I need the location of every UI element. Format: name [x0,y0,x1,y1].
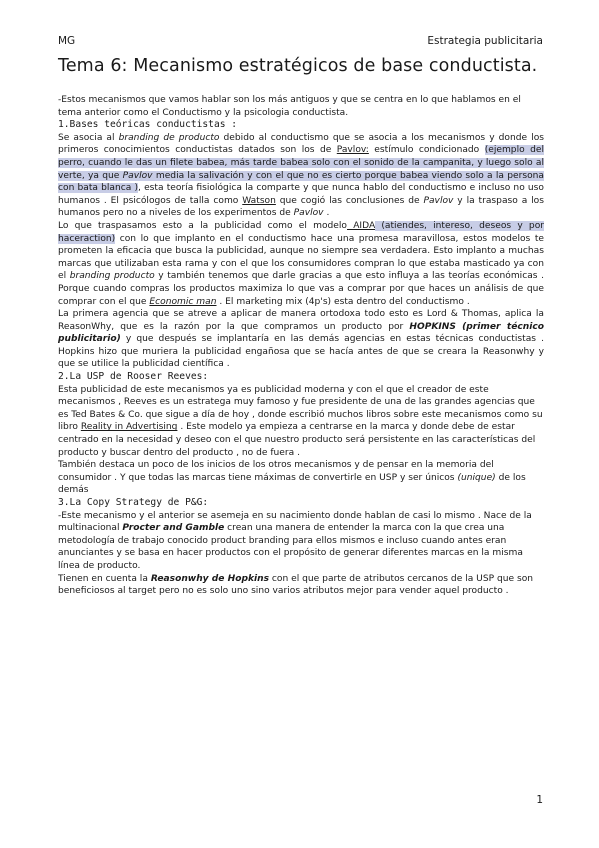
text-run: . Este modelo ya empieza a centrarse en la marca y donde debe de estar centrado en la necesidad y deseo con el que nuestro producto será persistente en las características del producto y buscar dentro del producto , no de fuera . [58,422,536,458]
paragraph-hopkins [58,308,544,371]
text-run-italic: Pavlov [122,170,153,181]
text-run: Esta publicidad de este mecanismos ya es publicidad moderna y con el que el creador de este mecanismos , Reeves es un estratega muy famoso y fue presidente de una de las grandes agencias que es Ted Bates & Co. que sigue a día de hoy , donde escribió muchos libros sobre este mecanismos como su libro [58,384,543,433]
intro-paragraph: -Estos mecanismos que vamos hablar son los más antiguos y que se centra en lo que hablamos en el tema anterior como el Conductismo y la psicologia conductista. [58,95,521,118]
section-heading-1: 1.Bases teóricas conductistas : [58,119,238,131]
text-run: estímulo condicionado [368,145,485,156]
text-run: y también tenemos que darle gracias a que esto influya a las teorías económicas . Porque cuando compras los productos maximiza lo que vas a comprar por que haces un análisis de que comprar con el que [58,271,544,307]
paragraph-memory [58,459,544,497]
text-run-underline: Pavlov: [336,145,369,156]
text-run: También destaca un poco de los inicios de los otros mecanismos y de pensar en la memoria del consumidor . Y que todas las marcas tiene máximas de convertirle en USP y ser únicos [58,460,494,483]
page-title: Tema 6: Mecanismo estratégicos de base conductista. [58,56,538,76]
text-run: que cogió las conclusiones de [275,195,424,206]
text-run-italic: branding de producto [118,132,220,143]
section-heading-3: 3.La Copy Strategy de P&G: [58,497,209,508]
text-run: Se asocia al [58,132,119,143]
section-heading-2: 2.La USP de Rooser Reeves: [58,371,209,383]
text-run: . El marketing mix (4p's) esta dentro del conductismo . [216,296,470,307]
text-run: La primera agencia que se atreve a aplicar de manera ortodoxa todo esto es Lord & Thomas, aplica la ReasonWhy, que es la razón por la que compramos un producto por [58,309,544,332]
text-run-bold-italic: HOPKINS [409,321,456,332]
text-run-italic: branding producto [69,271,155,282]
page-number: 1 [536,794,543,806]
text-run: y que después se implantaría en las demás agencias en estas técnicas conductistas . Hopkins hizo que muriera la publicidad engañosa que se hacía antes de que se creara la Reasonwhy y que se utilice la publicidad científica . [58,334,544,370]
text-run: con el que parte de atributos cercanos de la USP que son beneficiosos al target pero no es solo uno sino varios atributos mejor para vender aquel producto . [58,573,534,597]
paragraph-copy-strategy [58,510,544,573]
paragraph-pavlov [58,132,544,220]
text-run-underline: Watson [242,195,276,206]
text-run-bold-italic: Procter and Gamble [122,523,225,534]
text-run: debido al conductismo que se asocia a los mecanismos y donde los primeros conocimientos conductistas datados son los de [58,132,544,156]
text-run-bold-italic: Reasonwhy de Hopkins [150,573,270,584]
header-subject: Estrategia publicitaria [427,35,543,47]
document-body [58,94,544,598]
text-run: . [323,208,330,219]
text-run: de los demás [58,472,526,496]
text-run-italic: Pavlov [423,195,454,206]
text-run-italic-underline: Economic man [149,296,217,307]
text-run: con lo que implanto en el conductismo hace una promesa maravillosa, estos modelos te prometen la eficacia que busca la publicidad, aunque no siempre sea verdadera. Esto implanto a muchas marcas que utilizaban esta rama y con el que los consumidores compran lo que estaba masticado ya con el [58,233,544,282]
header-initials: MG [58,35,76,47]
text-run-underline: AIDA [347,220,376,231]
paragraph-usp [58,384,544,460]
text-run-underline: Reality in Advertising [80,422,178,433]
text-run-italic: (unique) [457,472,496,483]
text-run: crean una manera de entender la marca con la que crea una metodología de trabajo conocido product branding para ellos mismos e incluso cuando antes eran anunciantes y se basa en hacer productos con el propósito de generar diferentes marcas en la misma línea de producto. [58,523,523,571]
paragraph-reasonwhy [58,573,544,598]
text-run-italic: Pavlov [293,208,324,219]
text-run: Tienen en cuenta la [58,573,151,584]
text-run: , esta teoría fisiológica la comparte y que nunca hablo del conductismo e incluso no uso humanos . El psicólogos de talla como [58,183,544,206]
text-run: (ejemplo del perro, cuando le das un filete babea, más tarde babea solo con el sonido de la campanita, y luego solo al verte, ya que [58,145,544,181]
paragraph-aida [58,220,544,308]
text-run: media la salivación y con el que no es cierto porque babea viendo solo a la persona con bata blanca ) [58,170,544,194]
highlighted-text: (atiendes, intereso, deseos y por haceraction) [58,220,544,244]
text-run: Lo que traspasamos esto a la publicidad como el modelo [58,220,347,231]
text-run-bold-italic: (primer técnico publicitario) [58,321,544,345]
text-run: y la traspaso a los humanos pero no a niveles de los experimentos de [58,195,544,219]
text-run: -Este mecanismo y el anterior se asemeja en su nacimiento donde hablan de casi lo mismo . Nace de la multinacional [58,510,532,534]
